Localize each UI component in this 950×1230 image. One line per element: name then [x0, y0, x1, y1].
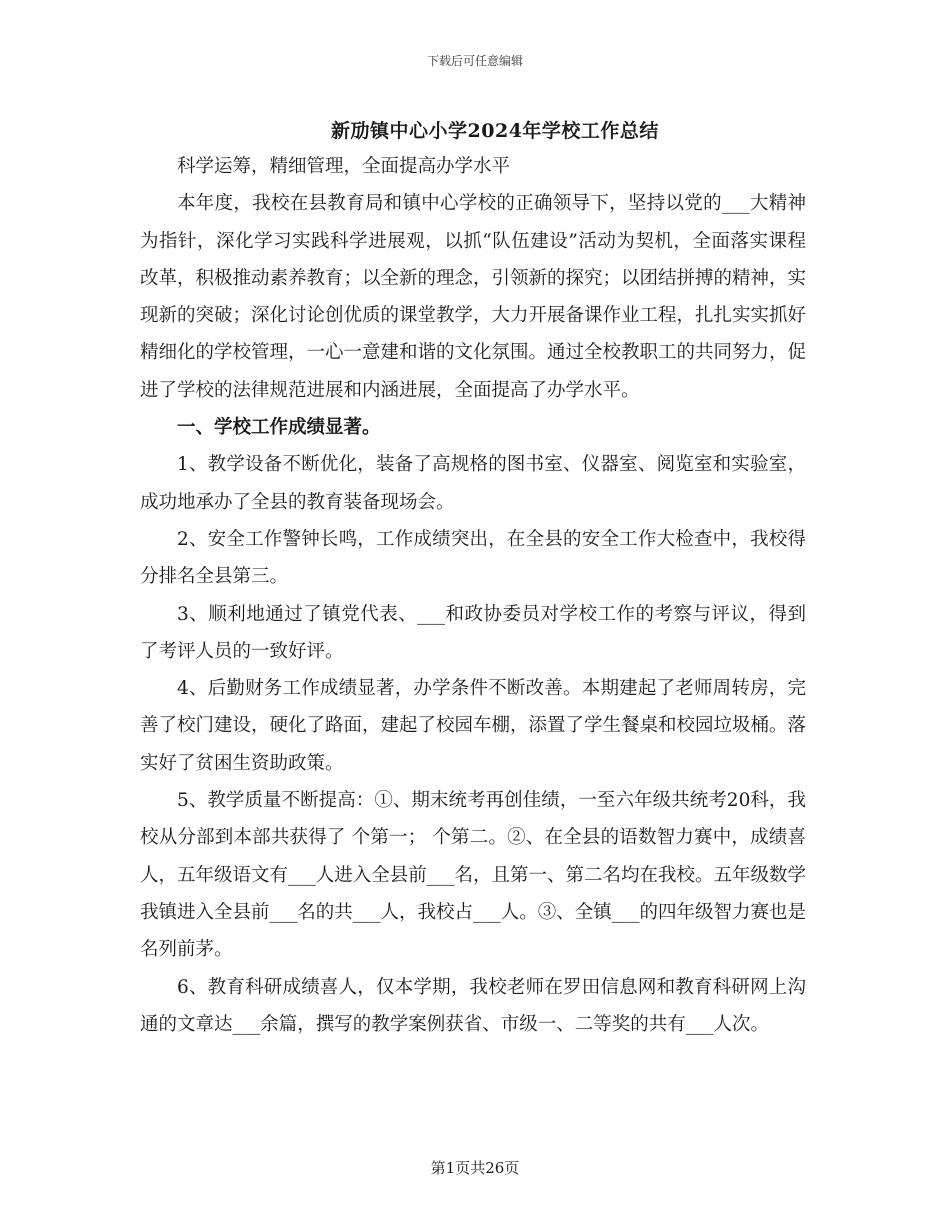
- document-title: 新劢镇中心小学2024年学校工作总结: [331, 120, 659, 142]
- header-note: 下载后可任意编辑: [426, 54, 523, 68]
- list-item-1: 1、教学设备不断优化，装备了高规格的图书室、仪器室、阅览室和实验室，成功地承办了全县的教育装备现场会。: [140, 454, 806, 513]
- intro-paragraph: 本年度，我校在县教育局和镇中心学校的正确领导下，坚持以党的___大精神为指针，深化学习实践科学进展观，以抓“队伍建设”活动为契机，全面落实课程改革，积极推动素养教育；以全新的理念，引领新的探究；以团结拼搏的精神，实现新的突破；深化讨论创优质的课堂教学，大力开展备课作业工程，扎扎实实抓好精细化的学校管理，一心一意建和谐的文化氛围。通过全校教职工的共同努力，促进了学校的法律规范进展和内涵进展，全面提高了办学水平。: [140, 193, 807, 401]
- list-item-6: 6、教育科研成绩喜人，仅本学期，我校老师在罗田信息网和教育科研网上沟通的文章达___余篇，撰写的教学案例获省、市级一、二等奖的共有___人次。: [140, 976, 806, 1035]
- page-number-footer: 第1页共26页: [430, 1159, 520, 1177]
- subtitle-paragraph: 科学运筹，精细管理，全面提高办学水平: [177, 156, 511, 177]
- list-item-5: 5、教学质量不断提高：①、期末统考再创佳绩，一至六年级共统考20科，我校从分部到本部共获得了 个第一； 个第二。②、在全县的语数智力赛中，成绩喜人，五年级语文有___人进入全县前___名，且第一、第二名均在我校。五年级数学我镇进入全县前___名的共___人，我校占___人。③、全镇___的四年级智力赛也是名列前茅。: [140, 790, 807, 961]
- document-body: [140, 148, 806, 1043]
- list-item-2: 2、安全工作警钟长鸣，工作成绩突出，在全县的安全工作大检查中，我校得分排名全县第三。: [140, 528, 806, 588]
- section-heading: 一、学校工作成绩显著。: [177, 417, 381, 439]
- list-item-3: 3、顺利地通过了镇党代表、___和政协委员对学校工作的考察与评议，得到了考评人员的一致好评。: [140, 603, 806, 662]
- list-item-4: 4、后勤财务工作成绩显著，办学条件不断改善。本期建起了老师周转房，完善了校门建设，硬化了路面，建起了校园车棚，添置了学生餐桌和校园垃圾桶。落实好了贫困生资助政策。: [140, 678, 807, 774]
